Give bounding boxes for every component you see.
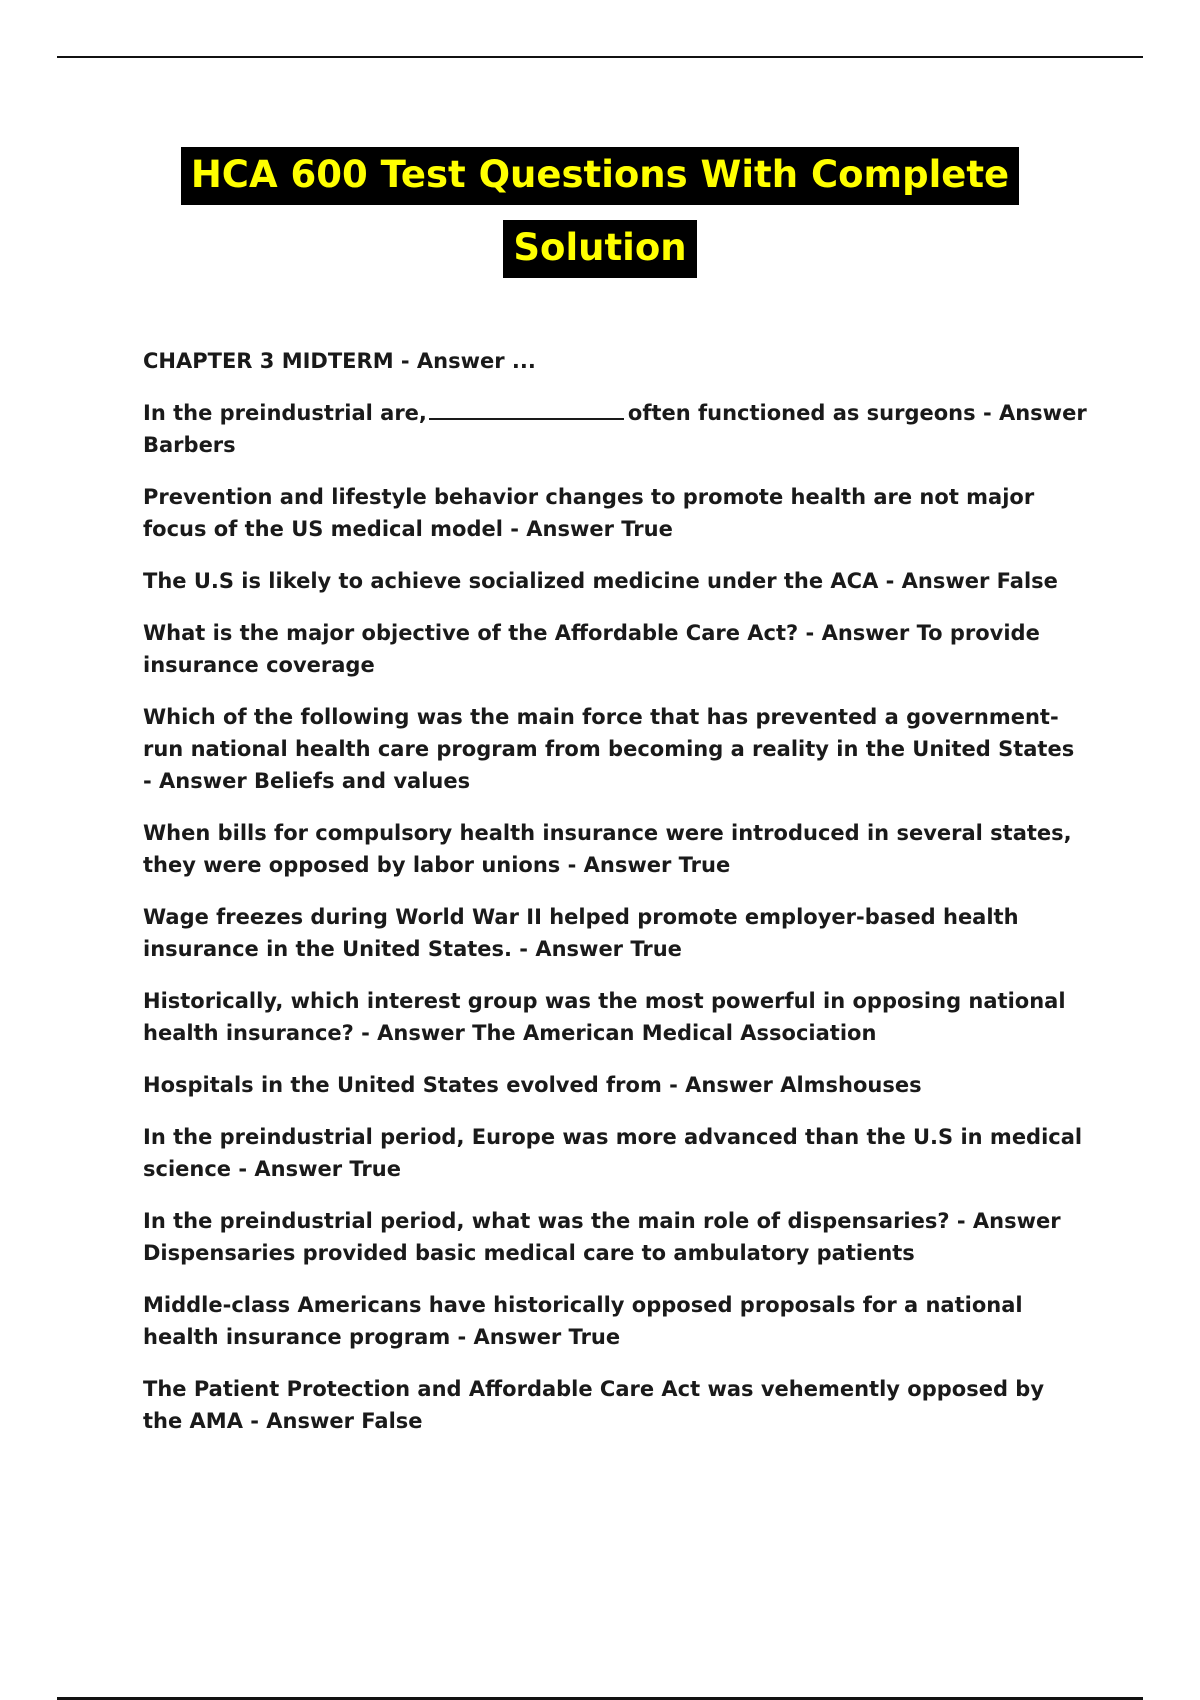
qa-text-before-blank: In the preindustrial are, — [143, 401, 427, 425]
document-title — [0, 142, 1200, 288]
qa-item: In the preindustrial period, what was the main role of dispensaries? - Answer Dispensaries provided basic medical care to ambulatory patients — [143, 1209, 1061, 1265]
qa-item: Historically, which interest group was the most powerful in opposing national health insurance? - Answer The American Medical Association — [143, 989, 1066, 1045]
qa-text-after-blank: often functioned as surgeons - Answer Barbers — [143, 401, 1087, 457]
qa-item: When bills for compulsory health insurance were introduced in several states, they were opposed by labor unions - Answer True — [143, 821, 1072, 877]
qa-item-chapter-heading: CHAPTER 3 MIDTERM - Answer ... — [143, 349, 536, 373]
qa-item: In the preindustrial period, Europe was more advanced than the U.S in medical science - Answer True — [143, 1125, 1083, 1181]
title-line-1: HCA 600 Test Questions With Complete — [181, 147, 1019, 205]
fill-in-blank-line — [429, 402, 624, 420]
qa-item: Wage freezes during World War II helped promote employer-based health insurance in the United States. - Answer True — [143, 905, 1019, 961]
qa-item: The U.S is likely to achieve socialized medicine under the ACA - Answer False — [143, 569, 1058, 593]
qa-item: Prevention and lifestyle behavior changes to promote health are not major focus of the US medical model - Answer True — [143, 485, 1035, 541]
qa-item: Middle-class Americans have historically opposed proposals for a national health insurance program - Answer True — [143, 1293, 1023, 1349]
qa-list — [143, 345, 1088, 1457]
title-line-2: Solution — [503, 220, 696, 278]
qa-item: The Patient Protection and Affordable Care Act was vehemently opposed by the AMA - Answer False — [143, 1377, 1045, 1433]
qa-item: What is the major objective of the Affordable Care Act? - Answer To provide insurance coverage — [143, 621, 1040, 677]
qa-item: Which of the following was the main force that has prevented a government-run national health care program from becoming a reality in the United States - Answer Beliefs and values — [143, 705, 1075, 793]
qa-item: Hospitals in the United States evolved from - Answer Almshouses — [143, 1073, 922, 1097]
qa-item-barbers — [143, 397, 1088, 461]
header-rule — [57, 56, 1143, 58]
